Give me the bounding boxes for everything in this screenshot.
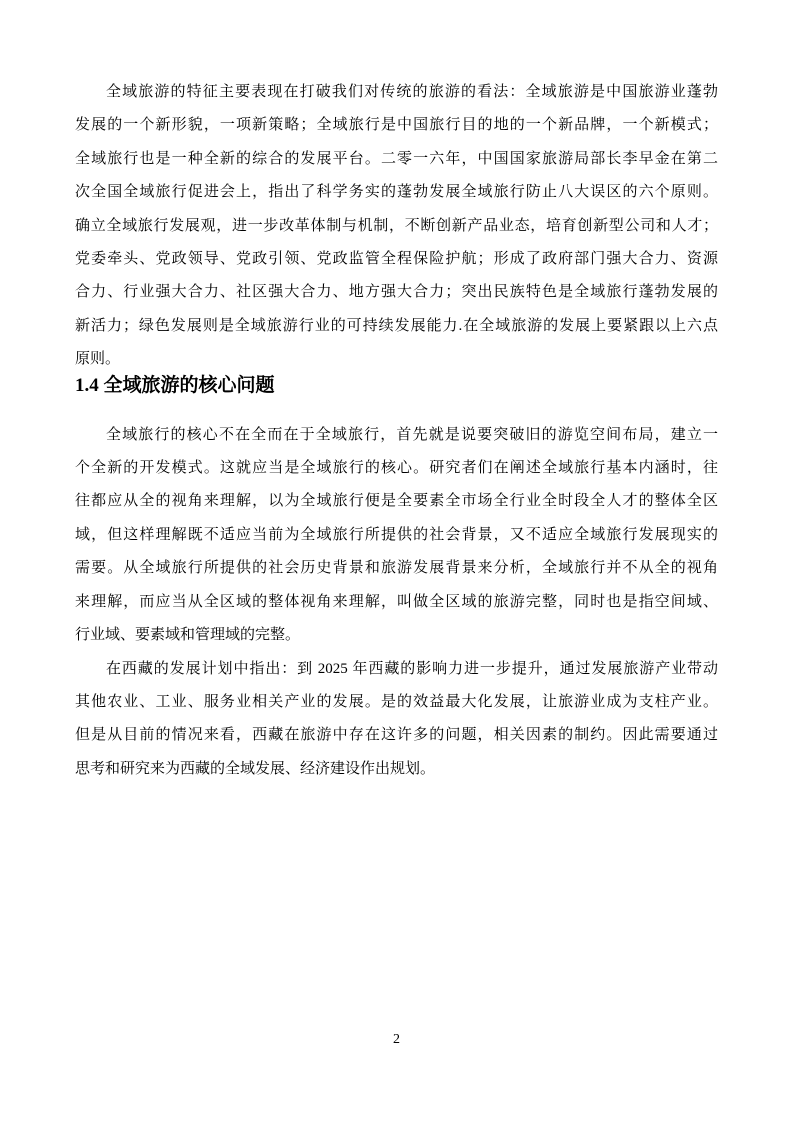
- text-line: 但是从目前的情况来看，西藏在旅游中存在这许多的问题，相关因素的制约。因此需要通过: [75, 727, 718, 744]
- text-line: 全域旅游的特征主要表现在打破我们对传统的旅游的看法：全域旅游是中国旅游业蓬勃: [106, 84, 718, 100]
- text-line: 其他农业、工业、服务业相关产业的发展。是的效益最大化发展，让旅游业成为支柱产业。: [75, 693, 718, 710]
- paragraph: [75, 653, 718, 787]
- text-line: 全域旅行也是一种全新的综合的发展平台。二零一六年，中国国家旅游局部长李早金在第二: [75, 150, 718, 167]
- text-line: 在西藏的发展计划中指出：到 2025 年西藏的影响力进一步提升，通过发展旅游产业带动: [106, 660, 718, 677]
- text-line: 全域旅行的核心不在全而在于全域旅行，首先就是说要突破旧的游览空间布局，建立一: [106, 426, 718, 443]
- text-line: 来理解，而应当从全区域的整体视角来理解，叫做全区域的旅游完整，同时也是指空间域、: [75, 593, 718, 610]
- page-number: 2: [393, 1032, 400, 1047]
- text-line: 合力、行业强大合力、社区强大合力、地方强大合力；突出民族特色是全域旅行蓬勃发展的: [75, 284, 718, 301]
- text-line: 需要。从全域旅行所提供的社会历史背景和旅游发展背景来分析，全域旅行并不从全的视角: [75, 560, 718, 577]
- section-heading: 1.4 全域旅游的核心问题: [75, 374, 275, 396]
- text-line: 发展的一个新形貌，一项新策略；全域旅行是中国旅行目的地的一个新品牌，一个新模式；: [75, 117, 718, 134]
- text-line: 原则。: [75, 351, 121, 368]
- text-line: 思考和研究来为西藏的全域发展、经济建设作出规划。: [75, 760, 436, 777]
- text-line: 行业域、要素域和管理域的完整。: [75, 627, 301, 644]
- text-line: 往都应从全的视角来理解，以为全域旅行便是全要素全市场全行业全时段全人才的整体全区: [75, 493, 718, 510]
- paragraph: [75, 419, 718, 653]
- text-line: 新活力；绿色发展则是全域旅游行业的可持续发展能力.在全域旅游的发展上要紧跟以上六点: [75, 317, 718, 334]
- text-line: 确立全域旅行发展观，进一步改革体制与机制，不断创新产品业态，培育创新型公司和人才；: [75, 217, 718, 234]
- text-line: 党委牵头、党政领导、党政引领、党政监管全程保险护航；形成了政府部门强大合力、资源: [75, 251, 718, 268]
- text-line: 域，但这样理解既不适应当前为全域旅行所提供的社会背景，又不适应全域旅行发展现实的: [75, 526, 718, 543]
- text-line: 次全国全域旅行促进会上，指出了科学务实的蓬勃发展全域旅行防止八大误区的六个原则。: [75, 184, 718, 201]
- paragraph: [75, 76, 718, 377]
- page-footer: [0, 1030, 793, 1050]
- document-content: [75, 76, 718, 786]
- text-line: 个全新的开发模式。这就应当是全域旅行的核心。研究者们在阐述全域旅行基本内涵时，往: [75, 460, 718, 477]
